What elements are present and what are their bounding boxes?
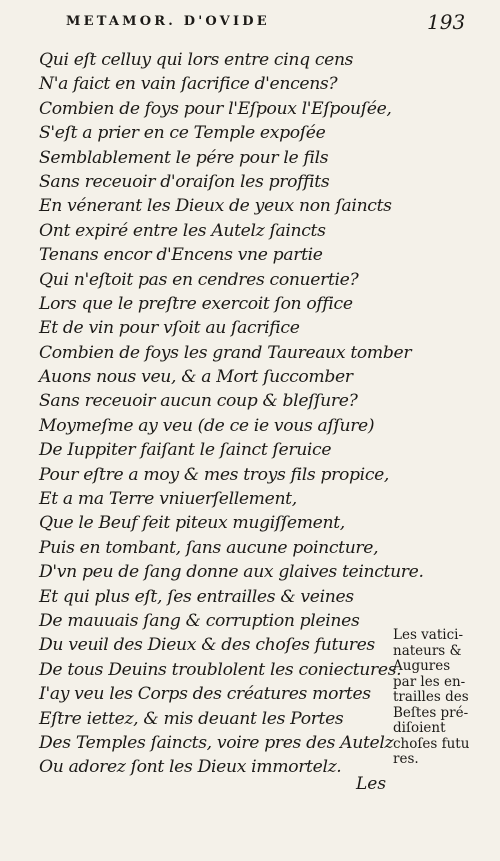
verse-line: Sans receuoir aucun coup & bleſſure? [39,391,358,412]
marginal-note-line: diſoient [393,720,446,736]
verse-line: Et a ma Terre vniuerſellement, [39,489,297,510]
verse-line: N'a faict en vain ſacrifice d'encens? [39,74,338,95]
marginal-note-line: choſes futu [393,735,470,752]
verse-line: En vénerant les Dieux de yeux non ſaincts [39,196,392,217]
verse-line: Semblablement le pére pour le fils [39,147,329,168]
verse-line: Lors que le preſtre exercoit ſon office [39,293,353,314]
verse-line: Du veuil des Dieux & des choſes futures [39,635,375,656]
verse-line: Des Temples ſaincts, voire pres des Autelz [39,732,394,753]
verse-line: Que le Beuf feit piteux mugiſſement, [39,513,345,534]
marginal-note-line: Les vatici- [393,627,464,643]
marginal-note-line: res. [393,751,419,767]
verse-line: Combien de foys les grand Taureaux tomber [39,342,412,363]
verse-line: I'ay veu les Corps des créatures mortes [39,684,371,705]
page-number: 193 [427,10,466,34]
marginal-note [393,628,473,768]
verse-line: Eſtre iettez, & mis deuant les Portes [39,708,344,729]
verse-line: S'eſt a prier en ce Temple expoſée [39,123,326,144]
verse-line: Puis en tombant, ſans aucune poincture, [39,537,379,558]
verse-line: Moymeſme ay veu (de ce ie vous aſſure) [39,415,375,436]
verse-line: Et qui plus eſt, ſes entrailles & veines [39,586,354,607]
verse-line: Combien de foys pour l'Eſpoux l'Eſpouſée, [39,98,392,119]
marginal-note-line: nateurs & [393,642,462,659]
verse-line: Tenans encor d'Encens vne partie [39,245,323,266]
marginal-note-line: Beſtes pré- [393,704,469,721]
marginal-note-line: Augures [393,658,451,674]
verse-line: Ou adorez ſont les Dieux immortelz. [39,757,342,778]
marginal-note-line: trailles des [393,689,469,705]
verse-line: Pour eſtre a moy & mes troys fils propice, [39,464,390,485]
verse-line: Sans receuoir d'oraiſon les proffits [39,171,330,192]
verse-line: D'vn peu de ſang donne aux glaives teincture. [39,562,424,583]
verse-line: Qui n'eſtoit pas en cendres conuertie? [39,269,359,290]
verse-line: De tous Deuins troublolent les coniectures. [39,659,402,680]
running-title: METAMOR. D'OVIDE [66,14,270,29]
verse-line: De Iuppiter faiſant le ſainct ſeruice [39,440,332,461]
marginal-note-line: par les en- [393,673,466,690]
verse-line: Ont expiré entre les Autelz ſaincts [39,220,326,241]
verse-line: De mauuais ſang & corruption pleines [39,610,360,631]
verse-line: Qui eſt celluy qui lors entre cinq cens [39,50,354,70]
verse-line: Auons nous veu, & a Mort ſuccomber [39,367,353,388]
catchword: Les [356,774,387,794]
verse-line: Et de vin pour vſoit au ſacrifice [39,318,300,339]
